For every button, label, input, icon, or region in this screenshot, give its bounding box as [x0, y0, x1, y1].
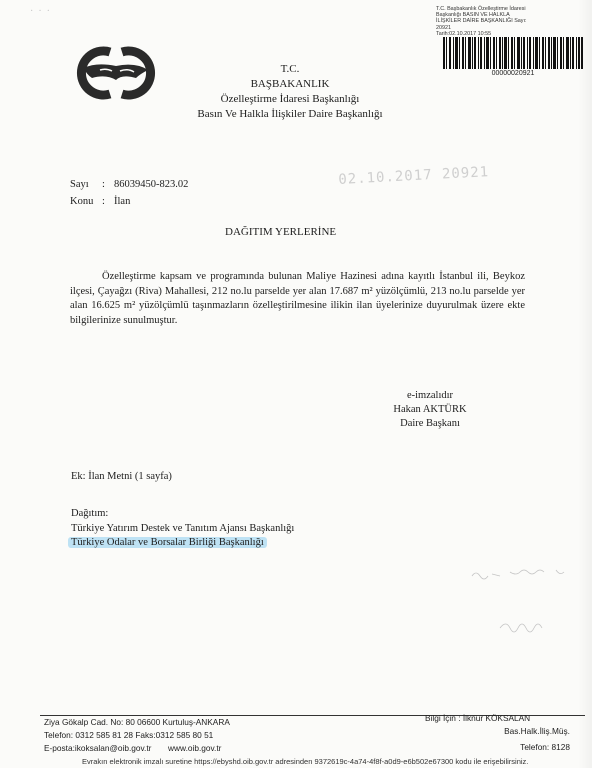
reference-label: Sayı	[70, 179, 89, 190]
signer-name: Hakan AKTÜRK	[393, 404, 467, 415]
institution-logo	[70, 44, 162, 102]
subject-row	[70, 193, 188, 210]
footer-contacts	[44, 742, 230, 755]
footer-phone: Telefon: 0312 585 81 28 Faks:0312 585 80 51	[44, 730, 214, 740]
letter-title: DAĞITIM YERLERİNE	[225, 226, 337, 238]
contact-line	[425, 712, 570, 725]
colon: :	[102, 196, 105, 207]
letterhead-ministry: BAŞBAKANLIK	[250, 78, 330, 90]
receipt-number: 20921	[436, 24, 451, 31]
highlighted-recipient: Türkiye Odalar ve Borsalar Birliği Başkanlığı	[68, 537, 267, 548]
distribution-block	[71, 507, 294, 551]
registry-receipt	[436, 6, 586, 37]
reference-block	[70, 176, 188, 210]
distribution-label: Dağıtım:	[71, 508, 109, 519]
footer-email: E-posta:ikoksalan@oib.gov.tr	[44, 743, 152, 753]
contact-role: Bas.Halk.İliş.Müş.	[504, 726, 570, 736]
handwritten-notes	[470, 560, 580, 650]
letterhead	[150, 62, 430, 122]
signature-block	[386, 389, 474, 431]
e-signed-note: e-imzalıdır	[406, 390, 454, 401]
receipt-line: İLİŞKİLER DAİRE BAŞKANLIĞI Sayı:	[436, 18, 527, 25]
reference-number: 86039450-823.02	[114, 179, 189, 190]
signer-title: Daire Başkanı	[400, 418, 460, 429]
contact-phone: Telefon: 8128	[520, 742, 570, 752]
attachment-note: Ek: İlan Metni (1 sayfa)	[71, 471, 172, 482]
reference-number-row	[70, 176, 188, 193]
receipt-line: Başkanlığı BASIN VE HALKLA	[436, 12, 510, 19]
subject-value: İlan	[114, 196, 131, 207]
barcode-number: 00000020921	[491, 70, 535, 77]
punch-mark: · · ·	[30, 6, 50, 17]
footer-address: Ziya Gökalp Cad. No: 80 06600 Kurtuluş-ANKARA	[44, 717, 230, 727]
colon: :	[102, 179, 105, 190]
letterhead-administration: Özelleştirme İdaresi Başkanlığı	[220, 93, 360, 105]
footer-right	[425, 712, 570, 754]
letterhead-country: T.C.	[280, 63, 300, 75]
page-edge-shadow	[578, 0, 592, 768]
barcode	[443, 37, 583, 69]
verification-note: Evrakın elektronik imzalı suretine https://ebyshd.oib.gov.tr adresinden 9372619c-4a74-4f8f-a0d9-e6b502e67300 kodu ile erişebilirsiniz.	[82, 757, 529, 766]
distribution-item: Türkiye Yatırım Destek ve Tanıtım Ajansı Başkanlığı	[71, 522, 295, 534]
receipt-date: Tarih:02.10.2017 10:55	[436, 30, 492, 37]
letter-body: Özelleştirme kapsam ve programında bulunan Maliye Hazinesi adına kayıtlı İstanbul ili, Beykoz ilçesi, Çayağzı (Riva) Mahallesi, 212 no.lu parselde yer alan 17.687 m² yüzölçümlü, 213 no.lu parselde yer alan 16.625 m² yüzölçümlü taşınmazların özelleştirilmesine ilikin ilan üyelerinize duyurulmak üzere ekte bilgilerinize sunulmuştur.	[70, 271, 525, 326]
receipt-line: T.C. Başbakanlık Özelleştirme İdaresi	[436, 6, 526, 12]
date-stamp: 02.10.2017 20921	[338, 164, 490, 188]
footer-web: www.oib.gov.tr	[168, 743, 222, 753]
subject-label: Konu	[70, 196, 94, 207]
footer-left	[44, 716, 230, 755]
letterhead-department: Basın Ve Halkla İlişkiler Daire Başkanlığı	[197, 108, 383, 120]
distribution-item-highlighted	[71, 536, 294, 551]
contact-label: Bilgi İçin :	[425, 713, 461, 723]
contact-name: İlknur KÖKSALAN	[462, 713, 531, 723]
